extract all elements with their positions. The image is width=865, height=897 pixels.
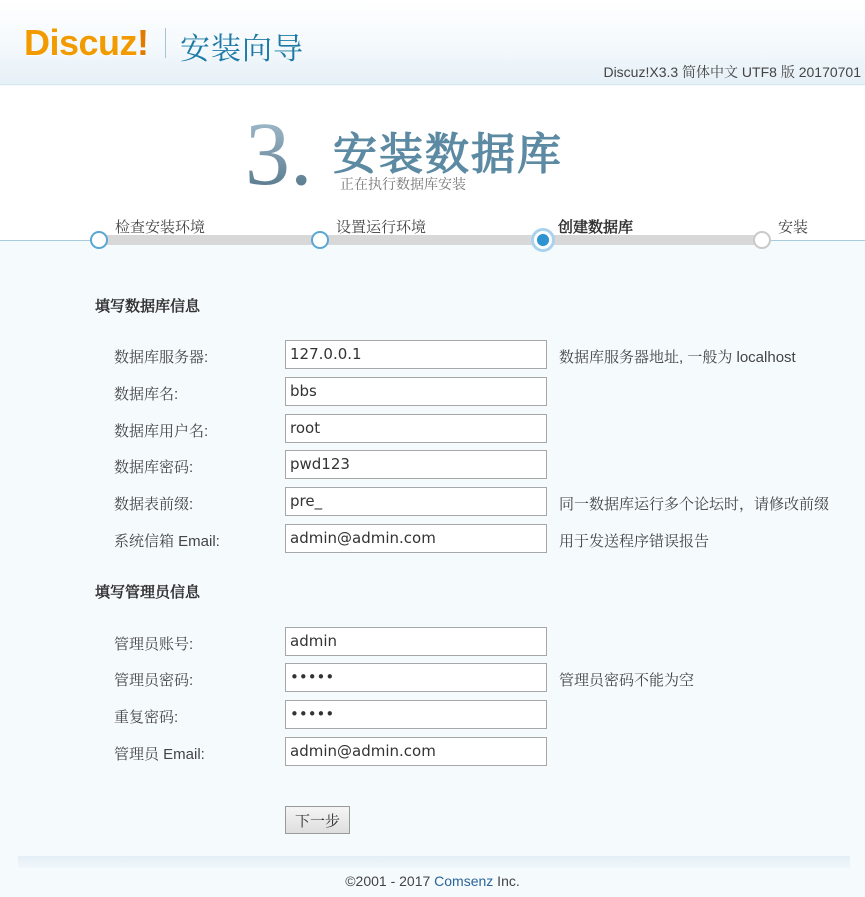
footer-divider [18,856,850,868]
admin-account-input[interactable]: admin [285,627,547,656]
admin-password-hint: 管理员密码不能为空 [559,672,695,689]
system-email-hint: 用于发送程序错误报告 [559,533,710,550]
repeat-password-input[interactable]: ••••• [285,700,547,729]
db-host-label: 数据库服务器: [114,349,209,366]
step-1-indicator [90,231,108,249]
step-2-indicator [311,231,329,249]
logo-divider [165,28,166,58]
system-email-label: 系统信箱 Email: [114,533,220,550]
db-host-hint: 数据库服务器地址, 一般为 localhost [559,349,796,366]
comsenz-link[interactable]: Comsenz [434,873,494,889]
admin-password-input[interactable]: ••••• [285,663,547,692]
table-prefix-hint: 同一数据库运行多个论坛时，请修改前缀 [559,496,830,513]
installer-title: 安装向导 [180,32,304,67]
step-4-label: 安装 [778,219,809,236]
header [0,0,865,85]
admin-password-label: 管理员密码: [114,672,194,689]
table-prefix-input[interactable]: pre_ [285,487,547,516]
db-password-label: 数据库密码: [114,459,194,476]
admin-account-label: 管理员账号: [114,636,194,653]
footer-copyright: ©2001 - 2017 Comsenz Inc. [345,873,520,889]
system-email-input[interactable]: admin@admin.com [285,524,547,553]
step-3-indicator [531,228,555,252]
db-host-input[interactable]: 127.0.0.1 [285,340,547,369]
version-label: Discuz!X3.3 简体中文 UTF8 版 20170701 [603,64,861,80]
db-password-input[interactable]: pwd123 [285,450,547,479]
discuz-logo: Discuz! [24,22,149,63]
repeat-password-label: 重复密码: [114,709,179,726]
step-subtitle: 正在执行数据库安装 [340,176,466,192]
db-user-input[interactable]: root [285,414,547,443]
db-user-label: 数据库用户名: [114,423,209,440]
admin-email-label: 管理员 Email: [114,746,205,763]
step-number: 3. [245,105,313,204]
step-1-label: 检查安装环境 [115,219,206,236]
db-name-label: 数据库名: [114,386,179,403]
step-title: 安装数据库 [333,129,563,180]
table-prefix-label: 数据表前缀: [114,496,194,513]
next-step-button[interactable]: 下一步 [285,806,350,834]
admin-email-input[interactable]: admin@admin.com [285,737,547,766]
admin-section-title: 填写管理员信息 [95,584,201,601]
step-3-label: 创建数据库 [558,219,634,236]
step-2-label: 设置运行环境 [336,219,427,236]
db-name-input[interactable]: bbs [285,377,547,406]
step-4-indicator [753,231,771,249]
db-section-title: 填写数据库信息 [95,298,201,315]
